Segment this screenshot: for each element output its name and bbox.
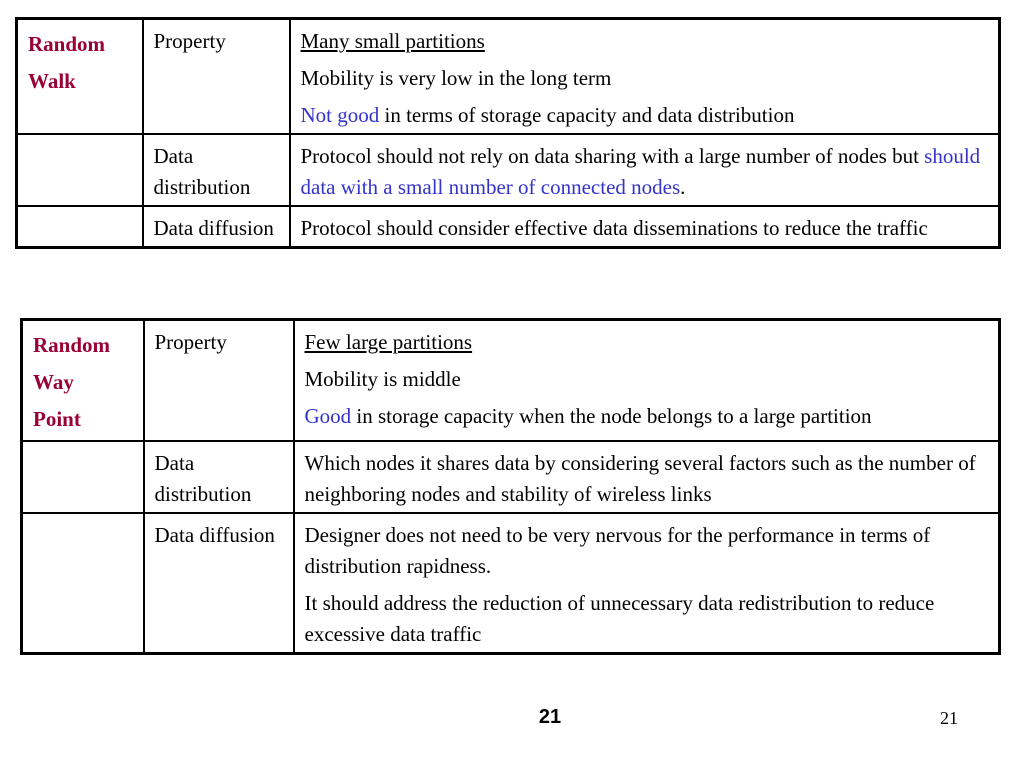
- property-text: in terms of storage capacity and data distribution: [379, 103, 795, 127]
- property-line: [305, 401, 991, 432]
- empty-cell: [22, 513, 144, 654]
- model-name-line: Walk: [28, 69, 76, 93]
- description-cell: [290, 134, 1000, 206]
- description-cell: [290, 19, 1000, 135]
- slide-number: 21: [940, 708, 958, 728]
- property-line: Mobility is very low in the long term: [300, 66, 612, 90]
- category-cell: Data diffusion: [144, 513, 294, 654]
- property-line: Few large partitions: [304, 330, 473, 354]
- category-cell: Data diffusion: [143, 206, 290, 248]
- description-line: Designer does not need to be very nervous for the performance in terms of distribution rapidness.: [304, 523, 931, 578]
- footer-page-number: 21: [538, 706, 562, 728]
- model-name-cell: [22, 320, 144, 442]
- model-name-cell: [17, 19, 143, 135]
- random-walk-table: [15, 17, 1001, 249]
- empty-cell: [17, 206, 143, 248]
- model-name-line: Point: [33, 407, 81, 431]
- description-text: .: [680, 175, 686, 199]
- highlight-text: Not good: [300, 103, 380, 127]
- category-cell: Property: [143, 19, 290, 135]
- model-name-line: Random: [33, 333, 111, 357]
- category-cell: Property: [144, 320, 294, 442]
- highlight-text: Good: [304, 404, 352, 428]
- description-cell: [294, 513, 1000, 654]
- empty-cell: [22, 441, 144, 513]
- description-text: Protocol should not rely on data sharing with a large number of nodes but: [300, 144, 925, 168]
- property-line: Mobility is middle: [304, 367, 461, 391]
- table-row: [17, 19, 1000, 135]
- highlight-text: should data with a small number of connected nodes: [300, 144, 981, 199]
- table-row: [17, 134, 1000, 206]
- description-cell: [294, 320, 1000, 442]
- category-cell: Data distribution: [144, 441, 294, 513]
- property-text: in storage capacity when the node belongs to a large partition: [351, 404, 872, 428]
- property-line: Many small partitions: [300, 29, 485, 53]
- property-line: [301, 100, 991, 131]
- description-cell: Which nodes it shares data by considering several factors such as the number of neighboring nodes and stability of wireless links: [294, 441, 1000, 513]
- random-way-point-table: [20, 318, 1001, 655]
- description-line: It should address the reduction of unnecessary data redistribution to reduce excessive data traffic: [304, 591, 935, 646]
- table-row: [22, 320, 1000, 442]
- table-row: [22, 513, 1000, 654]
- description-cell: Protocol should consider effective data disseminations to reduce the traffic: [290, 206, 1000, 248]
- category-cell: Data distribution: [143, 134, 290, 206]
- model-name-line: Random: [28, 32, 106, 56]
- empty-cell: [17, 134, 143, 206]
- table-row: [17, 206, 1000, 248]
- model-name-line: Way: [33, 370, 74, 394]
- table-row: [22, 441, 1000, 513]
